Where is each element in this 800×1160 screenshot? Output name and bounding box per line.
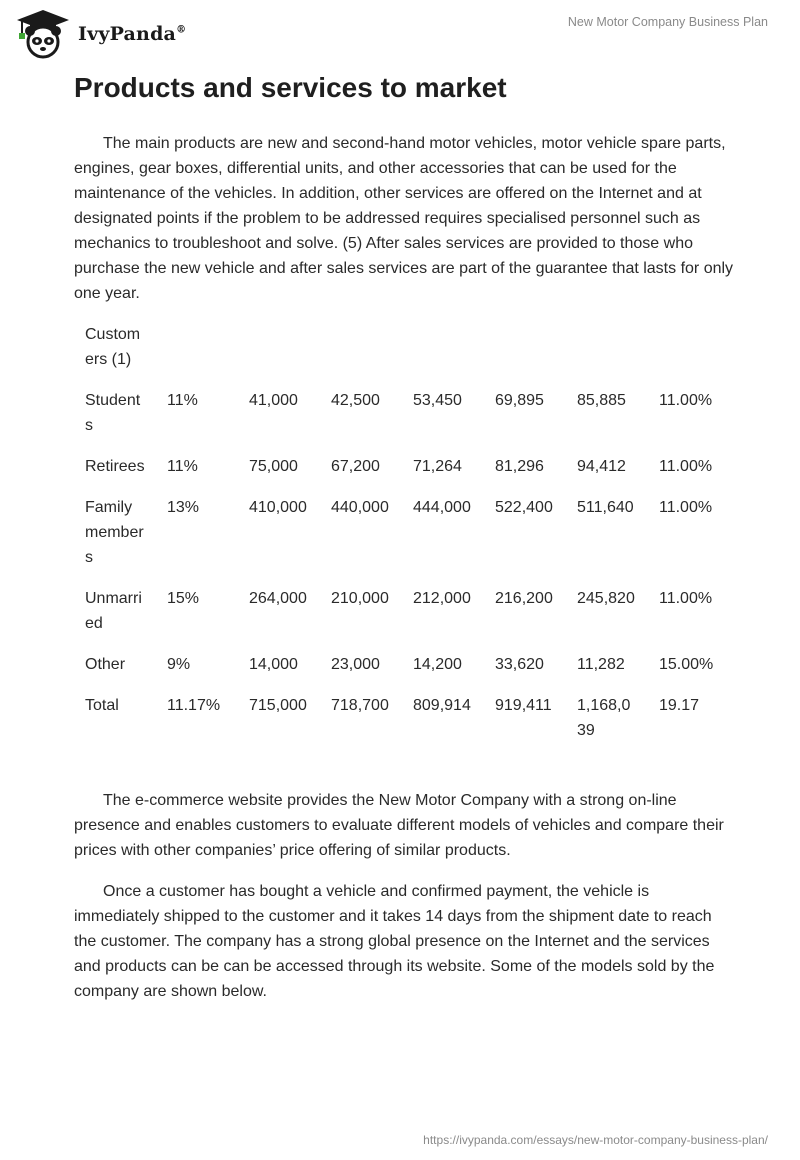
- table-cell: 440,000: [331, 499, 389, 516]
- table-row: [74, 582, 730, 648]
- brand-logo[interactable]: [14, 8, 186, 60]
- row-label-cell: Total: [85, 697, 119, 714]
- table-cell: 216,200: [495, 590, 553, 607]
- table-cell: 15.00%: [659, 656, 714, 673]
- table-cell: 1,168,039: [577, 697, 631, 739]
- row-label-cell: Family members: [85, 499, 144, 566]
- table-cell: 75,000: [249, 458, 298, 475]
- table-cell: 210,000: [331, 590, 389, 607]
- table-cell: 809,914: [413, 697, 471, 714]
- table-cell: 14,200: [413, 656, 462, 673]
- table-cell: 11.00%: [659, 590, 713, 607]
- table-cell: 13%: [167, 499, 200, 516]
- row-label-cell: Other: [85, 656, 126, 673]
- shipping-paragraph: Once a customer has bought a vehicle and confirmed payment, the vehicle is immediately shipped to the customer and it takes 14 days from the shipment date to reach the customer. The company has a strong global presence on the Internet and the services and products can be can be accessed through its website. Some of the models sold by the company are shown below.: [74, 883, 715, 1000]
- table-row: [74, 689, 730, 755]
- intro-paragraph: The main products are new and second-hand motor vehicles, motor vehicle spare parts, engines, gear boxes, differential units, and other accessories that can be used for the maintenance of the vehicles. In addition, other services are offered on the Internet and at designated points if the problem to be addressed requires specialised personnel such as mechanics to troubleshoot and solve. (5) After sales services are provided to those who purchase the new vehicle and after sales services are part of the guarantee that lasts for only one year.: [74, 135, 734, 302]
- section-heading: Products and services to market: [74, 72, 507, 103]
- table-cell: 81,296: [495, 458, 544, 475]
- table-cell: 11%: [167, 458, 198, 475]
- table-cell: 718,700: [331, 697, 389, 714]
- row-label-cell: Students: [85, 392, 141, 434]
- table-cell: 11.17%: [167, 697, 221, 714]
- table-cell: 11.00%: [659, 458, 713, 475]
- table-cell: 94,412: [577, 458, 626, 475]
- table-cell: 522,400: [495, 499, 553, 516]
- table-header-row: [74, 318, 730, 384]
- table-row: [74, 648, 730, 689]
- footer-url[interactable]: https://ivypanda.com/essays/new-motor-company-business-plan/: [423, 1133, 768, 1147]
- panda-graduate-icon: [14, 8, 72, 60]
- ecommerce-paragraph: The e-commerce website provides the New Motor Company with a strong on-line presence and enables customers to evaluate different models of vehicles and compare their prices with other companies’ price offering of similar products.: [74, 792, 724, 859]
- table-row: [74, 491, 730, 582]
- table-cell: 19.17: [659, 697, 700, 714]
- table-cell: 14,000: [249, 656, 298, 673]
- table-cell: 41,000: [249, 392, 298, 409]
- table-cell: 410,000: [249, 499, 307, 516]
- table-cell: 15%: [167, 590, 200, 607]
- row-label-cell: Retirees: [85, 458, 145, 475]
- brand-name: IvyPanda®: [78, 23, 187, 45]
- table-cell: 9%: [167, 656, 191, 673]
- table-row: [74, 384, 730, 450]
- table-cell: 11.00%: [659, 499, 713, 516]
- table-cell: 23,000: [331, 656, 380, 673]
- table-cell: 33,620: [495, 656, 544, 673]
- table-cell: 67,200: [331, 458, 380, 475]
- table-cell: 11,282: [577, 656, 625, 673]
- table-cell: 11.00%: [659, 392, 713, 409]
- table-cell: 69,895: [495, 392, 544, 409]
- table-cell: 264,000: [249, 590, 307, 607]
- table-cell: 212,000: [413, 590, 471, 607]
- table-cell: 444,000: [413, 499, 471, 516]
- table-header-cell: Customers (1): [85, 326, 141, 368]
- page-header: [0, 0, 800, 70]
- table-cell: 511,640: [577, 499, 634, 516]
- table-cell: 919,411: [495, 697, 552, 714]
- table-cell: 42,500: [331, 392, 380, 409]
- row-label-cell: Unmarried: [85, 590, 142, 632]
- table-cell: 71,264: [413, 458, 462, 475]
- table-row: [74, 450, 730, 491]
- header-document-title: New Motor Company Business Plan: [567, 15, 768, 29]
- table-cell: 85,885: [577, 392, 626, 409]
- customer-table: [74, 318, 730, 755]
- table-cell: 245,820: [577, 590, 635, 607]
- table-cell: 11%: [167, 392, 198, 409]
- table-cell: 53,450: [413, 392, 462, 409]
- table-cell: 715,000: [249, 697, 307, 714]
